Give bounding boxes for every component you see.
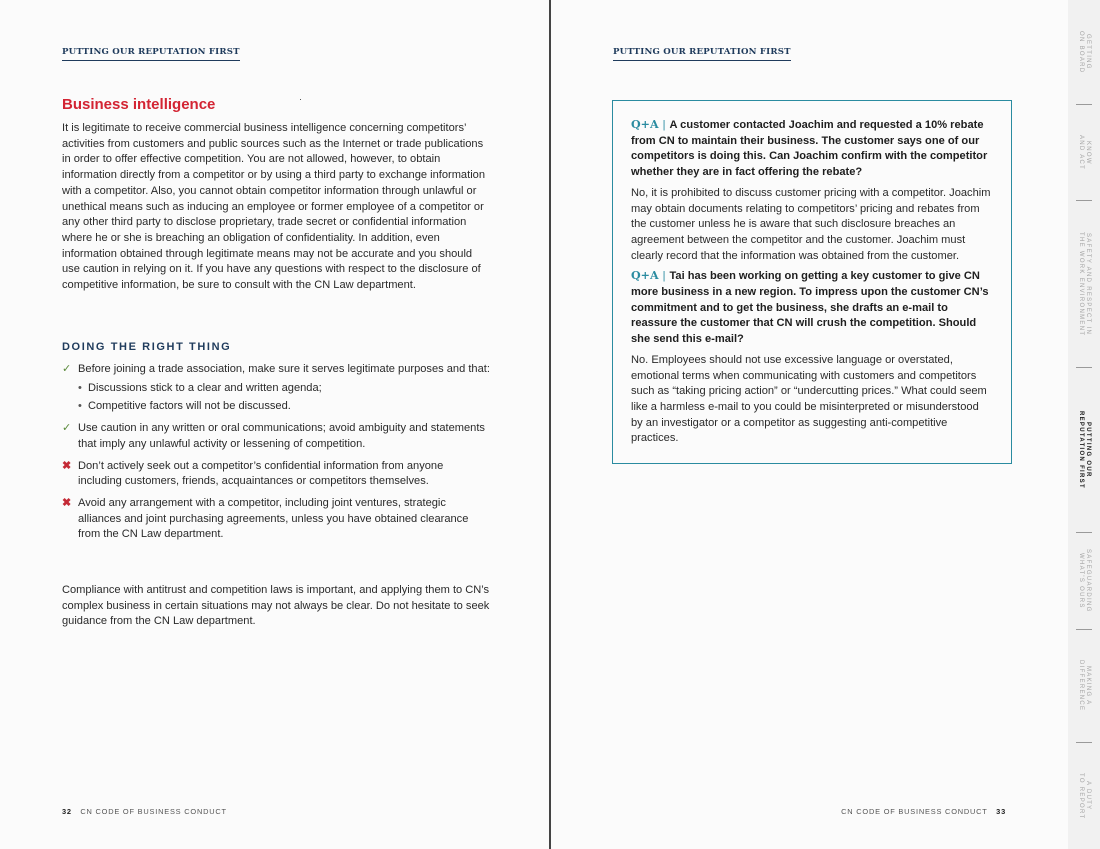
section-header: PUTTING OUR REPUTATION FIRST — [613, 47, 791, 61]
tab-label: PUTTING OUR REPUTATION FIRST — [1078, 411, 1091, 489]
subheading: DOING THE RIGHT THING — [62, 341, 232, 353]
list-item-text: Don’t actively seek out a competitor’s confidential information from anyone including customers, friends, acquaintances or competitors themselves. — [78, 459, 444, 488]
sub-list-item — [78, 399, 490, 415]
section-heading: Business intelligence — [62, 96, 216, 113]
tab-a-duty-to-report[interactable] — [1068, 743, 1100, 849]
tab-making-a-difference[interactable] — [1068, 630, 1100, 742]
qa-answer: No. Employees should not use excessive language or overstated, emotional terms when communicating with customers and competitors such as “taking pricing action” or “undercutting prices.” What could seem like a harmless e-mail to you could be misinterpreted or misunderstood by an investigator or a competitor as suggesting anti-competitive practices. — [631, 353, 987, 445]
list-item — [62, 459, 490, 490]
checkmark-icon: ✓ — [62, 422, 72, 435]
closing-paragraph: Compliance with antitrust and competition laws is important, and applying them to CN’s complex business in certain situations may not always be clear. Do not hesitate to seek guidance from the CN Law department. — [62, 584, 490, 628]
sub-list-item-text: Discussions stick to a clear and written agenda; — [88, 381, 322, 394]
stray-dot — [300, 99, 301, 100]
section-header: PUTTING OUR REPUTATION FIRST — [62, 47, 240, 61]
right-page — [552, 0, 1068, 849]
tab-label: KNOW AND ACT — [1078, 134, 1091, 171]
tab-label: MAKING A DIFFERENCE — [1078, 660, 1091, 712]
sub-list-item — [78, 381, 490, 397]
tab-putting-our-reputation-first[interactable] — [1068, 368, 1100, 532]
sub-list — [78, 381, 490, 415]
list-item-text: Before joining a trade association, make sure it serves legitimate purposes and that: — [78, 363, 490, 375]
page-number: 33 — [996, 807, 1006, 816]
qa-answer: No, it is prohibited to discuss customer pricing with a competitor. Joachim may obtain documents relating to competitors’ pricing and rebates from the customer unless he is aware that such disclosure breaches an agreement between the competitor and the customer. Joachim must clearly record that the information was obtained from the customer. — [631, 186, 991, 262]
qa-item — [631, 117, 993, 264]
list-item-text: Use caution in any written or oral communications; avoid ambiguity and statements that imply any unlawful activity or lessening of competition. — [78, 422, 485, 450]
cross-icon: ✖ — [62, 459, 72, 472]
page-number: 32 — [62, 807, 72, 816]
tab-label: GETTING ON BOARD — [1078, 30, 1091, 74]
book-spine — [549, 0, 551, 849]
document-title: CN CODE OF BUSINESS CONDUCT — [841, 807, 988, 816]
checkmark-icon: ✓ — [62, 363, 72, 375]
intro-paragraph: It is legitimate to receive commercial business intelligence concerning competitors’ activities from customers and public sources such as the Internet or trade publications in order to offer effective competition. You are not allowed, however, to obtain information directly from a competitor or by using a third party to exchange information with a competitor. Also, you cannot obtain competitor information through unlawful or unethical means such as inducing an employee or former employee of a competitor or any other third party to disclose proprietary, trade secret or confidential information where he or she is breaching an obligation of confidentiality. In addition, even information obtained through legitimate means may not be accurate and you should use caution in relying on it. If you have any questions with respect to the disclosure of competitive information, be sure to consult with the CN Law department. — [62, 122, 485, 292]
qa-tag: Q+A — [631, 269, 659, 283]
section-tabs — [1068, 0, 1100, 849]
bullet-icon: • — [78, 381, 82, 394]
document-title: CN CODE OF BUSINESS CONDUCT — [80, 807, 227, 816]
sub-list-item-text: Competitive factors will not be discussed. — [88, 400, 291, 413]
page-footer — [62, 807, 227, 816]
tab-label: A DUTY TO REPORT — [1078, 772, 1091, 820]
list-item — [62, 496, 490, 543]
tab-know-and-act[interactable] — [1068, 105, 1100, 200]
qa-question-text: A customer contacted Joachim and requested a 10% rebate from CN to maintain their business. The customer says one of our competitors is doing this. Can Joachim confirm with the competitor whether they are in fact offering the rebate? — [631, 119, 988, 179]
tab-safety-and-respect[interactable] — [1068, 201, 1100, 367]
tab-safeguarding-whats-ours[interactable] — [1068, 533, 1100, 629]
guidance-list — [62, 362, 490, 549]
qa-separator: | — [662, 119, 666, 131]
qa-question — [631, 268, 993, 348]
qa-box — [612, 100, 1012, 464]
qa-question — [631, 117, 993, 181]
cross-icon: ✖ — [62, 496, 72, 509]
tab-label: SAFEGUARDING WHAT'S OURS — [1078, 549, 1091, 613]
tab-label: SAFETY AND RESPECT IN THE WORK ENVIRONMENT — [1078, 231, 1091, 337]
list-item — [62, 362, 490, 415]
tab-getting-on-board[interactable] — [1068, 0, 1100, 104]
list-item-text: Avoid any arrangement with a competitor, including joint ventures, strategic alliances and joint purchasing agreements, unless you have obtained clearance from the CN Law department. — [78, 496, 469, 541]
page-footer — [841, 807, 1006, 816]
qa-question-text: Tai has been working on getting a key customer to give CN more business in a new region. To impress upon the customer CN’s commitment and to get the business, she drafts an e-mail to reassure the customer that CN will crush the competition. Should she send this e-mail? — [631, 270, 989, 346]
list-item — [62, 421, 490, 452]
qa-tag: Q+A — [631, 118, 659, 131]
qa-item — [631, 268, 993, 447]
qa-separator: | — [662, 270, 666, 283]
bullet-icon: • — [78, 400, 82, 413]
